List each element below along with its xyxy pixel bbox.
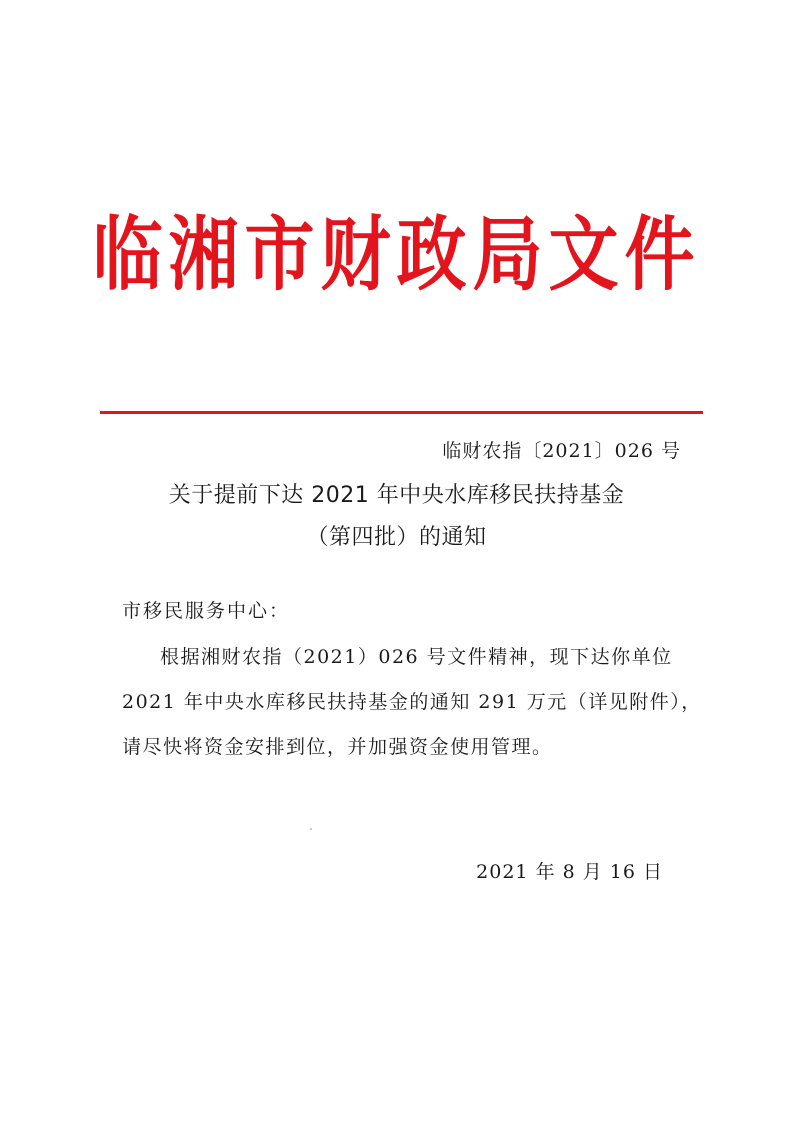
scan-speck	[310, 828, 312, 830]
body-paragraph-line-1: 根据湘财农指（2021）026 号文件精神，现下达你单位	[160, 646, 673, 668]
body-paragraph-line-2: 2021 年中央水库移民扶持基金的通知 291 万元（详见附件），	[122, 691, 702, 713]
document-title-line-1: 关于提前下达 2021 年中央水库移民扶持基金	[168, 483, 625, 508]
document-number: 临财农指〔2021〕026 号	[442, 440, 681, 462]
red-divider-rule	[100, 411, 703, 414]
recipient-line: 市移民服务中心：	[122, 600, 291, 622]
document-title-line-2: （第四批）的通知	[306, 525, 487, 550]
masthead-title: 临湘市财政局文件	[92, 206, 701, 303]
issue-date: 2021 年 8 月 16 日	[476, 861, 663, 883]
body-paragraph-line-3: 请尽快将资金安排到位，并加强资金使用管理。	[122, 736, 553, 758]
